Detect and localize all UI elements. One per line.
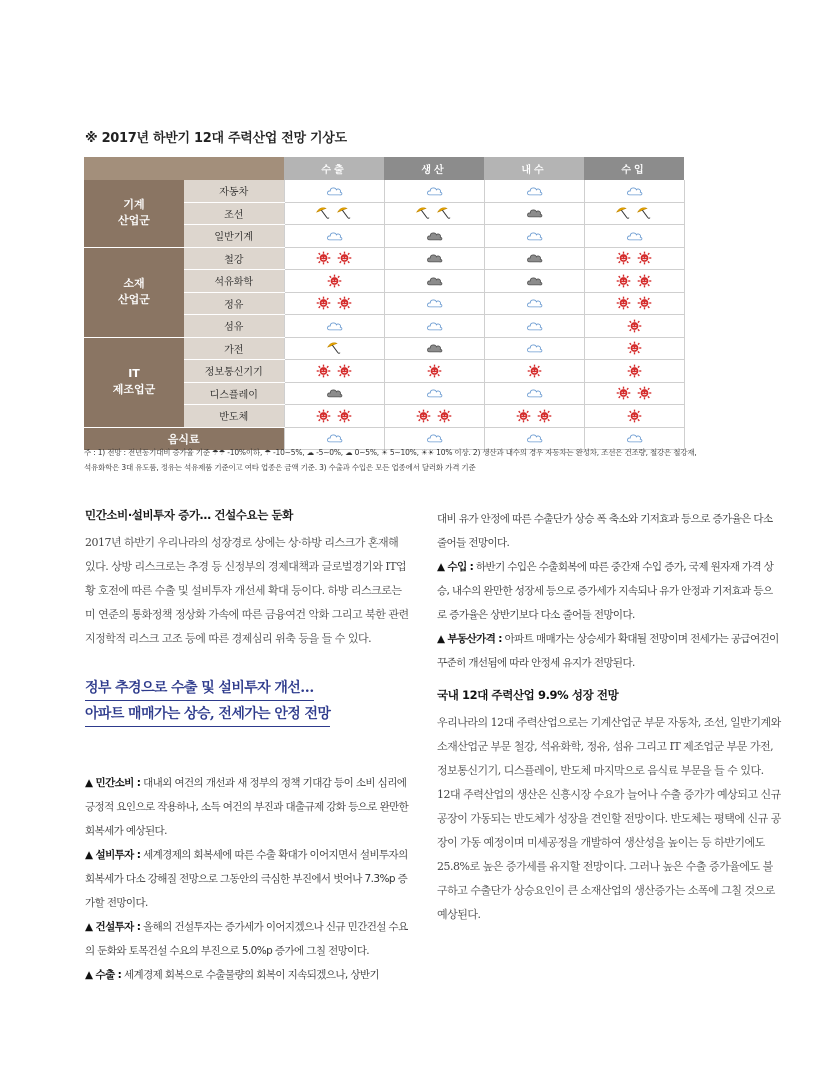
cloud-icon	[526, 229, 543, 243]
forecast-cell-import	[584, 315, 684, 338]
forecast-cell-export	[284, 270, 384, 293]
industry-label: 정보통신기기	[184, 360, 284, 383]
sun-icon	[315, 364, 332, 378]
umbrella-icon	[415, 206, 432, 220]
cloud-icon	[526, 431, 543, 445]
sun-icon	[326, 274, 343, 288]
sun-icon	[636, 296, 653, 310]
left-body-text: 2017년 하반기 우리나라의 성장경로 상에는 상·하방 리스크가 혼재해 있다. 상방 리스크로는 추경 등 신정부의 경제대책과 글로벌경기와 IT업황 호전에 따른 수출 및 설비투자 개선세 확대 등이다. 하방 리스크로는 미 연준의 통화정책 정상화 가속에 따른 금융여건 악화 그리고 북한 관련 지정학적 리스크 고조 등에 따른 경제심리 위축 등을 들 수 있다.	[85, 536, 409, 645]
umbrella-icon	[315, 206, 332, 220]
dark-cloud-icon	[526, 251, 543, 265]
forecast-cell-production	[384, 270, 484, 293]
forecast-cell-export	[284, 292, 384, 315]
industry-label: 조선	[184, 202, 284, 225]
dark-cloud-icon	[426, 274, 443, 288]
col-header-export: 수출	[284, 157, 384, 180]
group-label-line: 소재	[123, 277, 145, 290]
forecast-cell-import	[584, 225, 684, 248]
sun-icon	[315, 296, 332, 310]
table-row	[84, 337, 684, 360]
sun-icon	[615, 386, 632, 400]
industry-label: 가전	[184, 337, 284, 360]
cloud-icon	[526, 319, 543, 333]
sun-icon	[536, 409, 553, 423]
cloud-icon	[326, 184, 343, 198]
header-blank	[84, 157, 284, 180]
cloud-icon	[626, 229, 643, 243]
forecast-table	[84, 157, 685, 450]
forecast-cell-export	[284, 247, 384, 270]
umbrella-icon	[336, 206, 353, 220]
sun-icon	[636, 251, 653, 265]
cloud-icon	[426, 386, 443, 400]
dark-cloud-icon	[526, 274, 543, 288]
forecast-cell-production	[384, 315, 484, 338]
forecast-cell-export	[284, 202, 384, 225]
cloud-icon	[326, 319, 343, 333]
forecast-cell-import	[584, 360, 684, 383]
table-header-row	[84, 157, 684, 180]
industry-label: 석유화학	[184, 270, 284, 293]
forecast-cell-production	[384, 405, 484, 428]
table-row	[84, 247, 684, 270]
forecast-cell-production	[384, 292, 484, 315]
cloud-icon	[526, 386, 543, 400]
sun-icon	[636, 274, 653, 288]
group-label-line: 기계	[123, 198, 145, 211]
forecast-cell-import	[584, 247, 684, 270]
sun-icon	[315, 409, 332, 423]
sun-icon	[526, 364, 543, 378]
sun-icon	[515, 409, 532, 423]
cloud-icon	[426, 184, 443, 198]
sun-icon	[415, 409, 432, 423]
bullet-import: ▲ 수입 : 하반기 수입은 수출회복에 따른 중간재 수입 증가, 국제 원자재 가격 상승, 내수의 완만한 성장세 등으로 증가세가 지속되나 유가 안정과 기저효과 등으로 증가율은 상반기보다 다소 줄어들 전망이다.	[437, 561, 774, 621]
forecast-cell-import	[584, 382, 684, 405]
right-column	[437, 507, 782, 927]
bullet-construction-investment: ▲ 건설투자 : 올해의 건설투자는 증가세가 이어지겠으나 신규 민간건설 수요의 둔화와 토목건설 수요의 부진으로 5.0%p 증가에 그칠 전망이다.	[85, 921, 408, 957]
cloud-icon	[626, 431, 643, 445]
industry-label: 정유	[184, 292, 284, 315]
forecast-cell-domestic	[484, 337, 584, 360]
sun-icon	[636, 386, 653, 400]
dark-cloud-icon	[526, 206, 543, 220]
bullet-consumption: ▲ 민간소비 : 대내외 여건의 개선과 새 정부의 정책 기대감 등이 소비 심리에 긍정적 요인으로 작용하나, 소득 여건의 부진과 대출규제 강화 등으로 완만한 회복세가 예상된다.	[85, 777, 409, 837]
forecast-cell-export	[284, 337, 384, 360]
forecast-cell-export	[284, 360, 384, 383]
right-bullets	[437, 507, 782, 675]
sun-icon	[436, 409, 453, 423]
forecast-cell-import	[584, 202, 684, 225]
group-label-line: 산업군	[118, 293, 150, 306]
forecast-cell-production	[384, 225, 484, 248]
table-note: 주 : 1) 전망 : 전년동기대비 증가율 기준 ☂☂ -10%이하, ☂ -10~5%, ☁ -5~0%, ☁ 0~5%, ☀ 5~10%, ☀☀ 10% 이상. 2) 생산과 내수의 경우 자동차는 완성차, 조선은 건조량, 철강은 철강재, 석유화학은 3대 유도품, 정유는 석유제품 기준이고 여타 업종은 금액 기준. 3) 수출과 수입은 모든 업종에서 달러화 가격 기준	[84, 448, 697, 472]
sun-icon	[626, 319, 643, 333]
cloud-icon	[326, 431, 343, 445]
left-section-heading: 민간소비·설비투자 증가… 건설수요는 둔화	[85, 508, 293, 522]
sun-icon	[426, 364, 443, 378]
cloud-icon	[426, 296, 443, 310]
forecast-cell-import	[584, 270, 684, 293]
export-continuation: 대비 유가 안정에 따른 수출단가 상승 폭 축소와 기저효과 등으로 증가율은 다소 줄어들 전망이다.	[437, 513, 773, 549]
forecast-cell-domestic	[484, 292, 584, 315]
group-label-line: IT	[128, 367, 140, 380]
forecast-cell-production	[384, 360, 484, 383]
forecast-cell-production	[384, 180, 484, 203]
bullet-export: ▲ 수출 : 세계경제 회복으로 수출물량의 회복이 지속되겠으나, 상반기	[85, 969, 380, 981]
industry-label-food: 음식료	[84, 427, 284, 450]
left-bullets	[85, 771, 410, 987]
forecast-cell-export	[284, 225, 384, 248]
industry-label: 일반기계	[184, 225, 284, 248]
pull-headline-line1: 정부 추경으로 수출 및 설비투자 개선…	[85, 676, 314, 701]
sun-icon	[336, 251, 353, 265]
sun-icon	[336, 409, 353, 423]
right-section-heading: 국내 12대 주력산업 9.9% 성장 전망	[437, 688, 619, 702]
sun-icon	[336, 296, 353, 310]
table-row	[84, 180, 684, 203]
industry-label: 자동차	[184, 180, 284, 203]
right-body-text	[437, 711, 782, 927]
forecast-cell-import	[584, 337, 684, 360]
forecast-cell-domestic	[484, 382, 584, 405]
dark-cloud-icon	[426, 341, 443, 355]
table-title: ※ 2017년 하반기 12대 주력산업 전망 기상도	[85, 131, 347, 146]
forecast-cell-export	[284, 405, 384, 428]
industry-label: 반도체	[184, 405, 284, 428]
dark-cloud-icon	[426, 251, 443, 265]
umbrella-icon	[636, 206, 653, 220]
umbrella-icon	[615, 206, 632, 220]
industry-label: 섬유	[184, 315, 284, 338]
cloud-icon	[626, 184, 643, 198]
sun-icon	[615, 274, 632, 288]
sun-icon	[615, 296, 632, 310]
forecast-cell-production	[384, 247, 484, 270]
sun-icon	[626, 409, 643, 423]
industry-label: 디스플레이	[184, 382, 284, 405]
group-label-line: 산업군	[118, 214, 150, 227]
forecast-cell-export	[284, 315, 384, 338]
sun-icon	[626, 364, 643, 378]
bullet-equipment-investment: ▲ 설비투자 : 세계경제의 회복세에 따른 수출 확대가 이어지면서 설비투자의 회복세가 다소 강해질 전망으로 그동안의 극심한 부진에서 벗어나 7.3%p 증가할 전망이다.	[85, 849, 408, 909]
col-header-domestic: 내수	[484, 157, 584, 180]
cloud-icon	[526, 341, 543, 355]
sun-icon	[615, 251, 632, 265]
right-body-paragraph-2: 12대 주력산업의 생산은 신흥시장 수요가 늘어나 수출 증가가 예상되고 신규 공장이 가동되는 반도체가 성장을 견인할 전망이다. 반도체는 평택에 신규 공장이 가동 예정이며 미세공정을 개발하여 생산성을 높이는 등 하반기에도 25.8%로 높은 증가세를 유지할 전망이다. 그러나 높은 수출 증가율에도 불구하고 수출단가 상승요인이 큰 소재산업의 생산증가는 소폭에 그칠 것으로 예상된다.	[437, 788, 781, 921]
industry-label: 철강	[184, 247, 284, 270]
sun-icon	[336, 364, 353, 378]
forecast-cell-production	[384, 202, 484, 225]
group-label	[84, 247, 184, 337]
forecast-cell-export	[284, 180, 384, 203]
umbrella-icon	[326, 341, 343, 355]
dark-cloud-icon	[326, 386, 343, 400]
cloud-icon	[426, 319, 443, 333]
forecast-cell-export	[284, 382, 384, 405]
cloud-icon	[426, 431, 443, 445]
cloud-icon	[526, 184, 543, 198]
col-header-import: 수입	[584, 157, 684, 180]
forecast-cell-domestic	[484, 315, 584, 338]
dark-cloud-icon	[426, 229, 443, 243]
forecast-cell-domestic	[484, 180, 584, 203]
cloud-icon	[526, 296, 543, 310]
sun-icon	[626, 341, 643, 355]
forecast-cell-import	[584, 405, 684, 428]
sun-icon	[315, 251, 332, 265]
forecast-cell-domestic	[484, 405, 584, 428]
forecast-cell-domestic	[484, 270, 584, 293]
pull-headline	[85, 675, 410, 727]
forecast-cell-production	[384, 337, 484, 360]
forecast-cell-production	[384, 382, 484, 405]
cloud-icon	[326, 229, 343, 243]
forecast-cell-domestic	[484, 247, 584, 270]
forecast-cell-domestic	[484, 360, 584, 383]
forecast-cell-import	[584, 292, 684, 315]
right-body-paragraph-1: 우리나라의 12대 주력산업으로는 기계산업군 부문 자동차, 조선, 일반기계와 소재산업군 부문 철강, 석유화학, 정유, 섬유 그리고 IT 제조업군 부문 가전, 정보통신기기, 디스플레이, 반도체 마지막으로 음식료 부문을 들 수 있다.	[437, 716, 781, 777]
group-label	[84, 337, 184, 427]
forecast-cell-domestic	[484, 225, 584, 248]
bullet-real-estate: ▲ 부동산가격 : 아파트 매매가는 상승세가 확대될 전망이며 전세가는 공급여건이 꾸준히 개선됨에 따라 안정세 유지가 전망된다.	[437, 633, 779, 669]
pull-headline-line2: 아파트 매매가는 상승, 전세가는 안정 전망	[85, 702, 330, 727]
left-column	[85, 507, 410, 987]
forecast-cell-domestic	[484, 202, 584, 225]
col-header-production: 생산	[384, 157, 484, 180]
group-label	[84, 180, 184, 248]
forecast-cell-import	[584, 180, 684, 203]
group-label-line: 제조업군	[112, 383, 156, 396]
umbrella-icon	[436, 206, 453, 220]
